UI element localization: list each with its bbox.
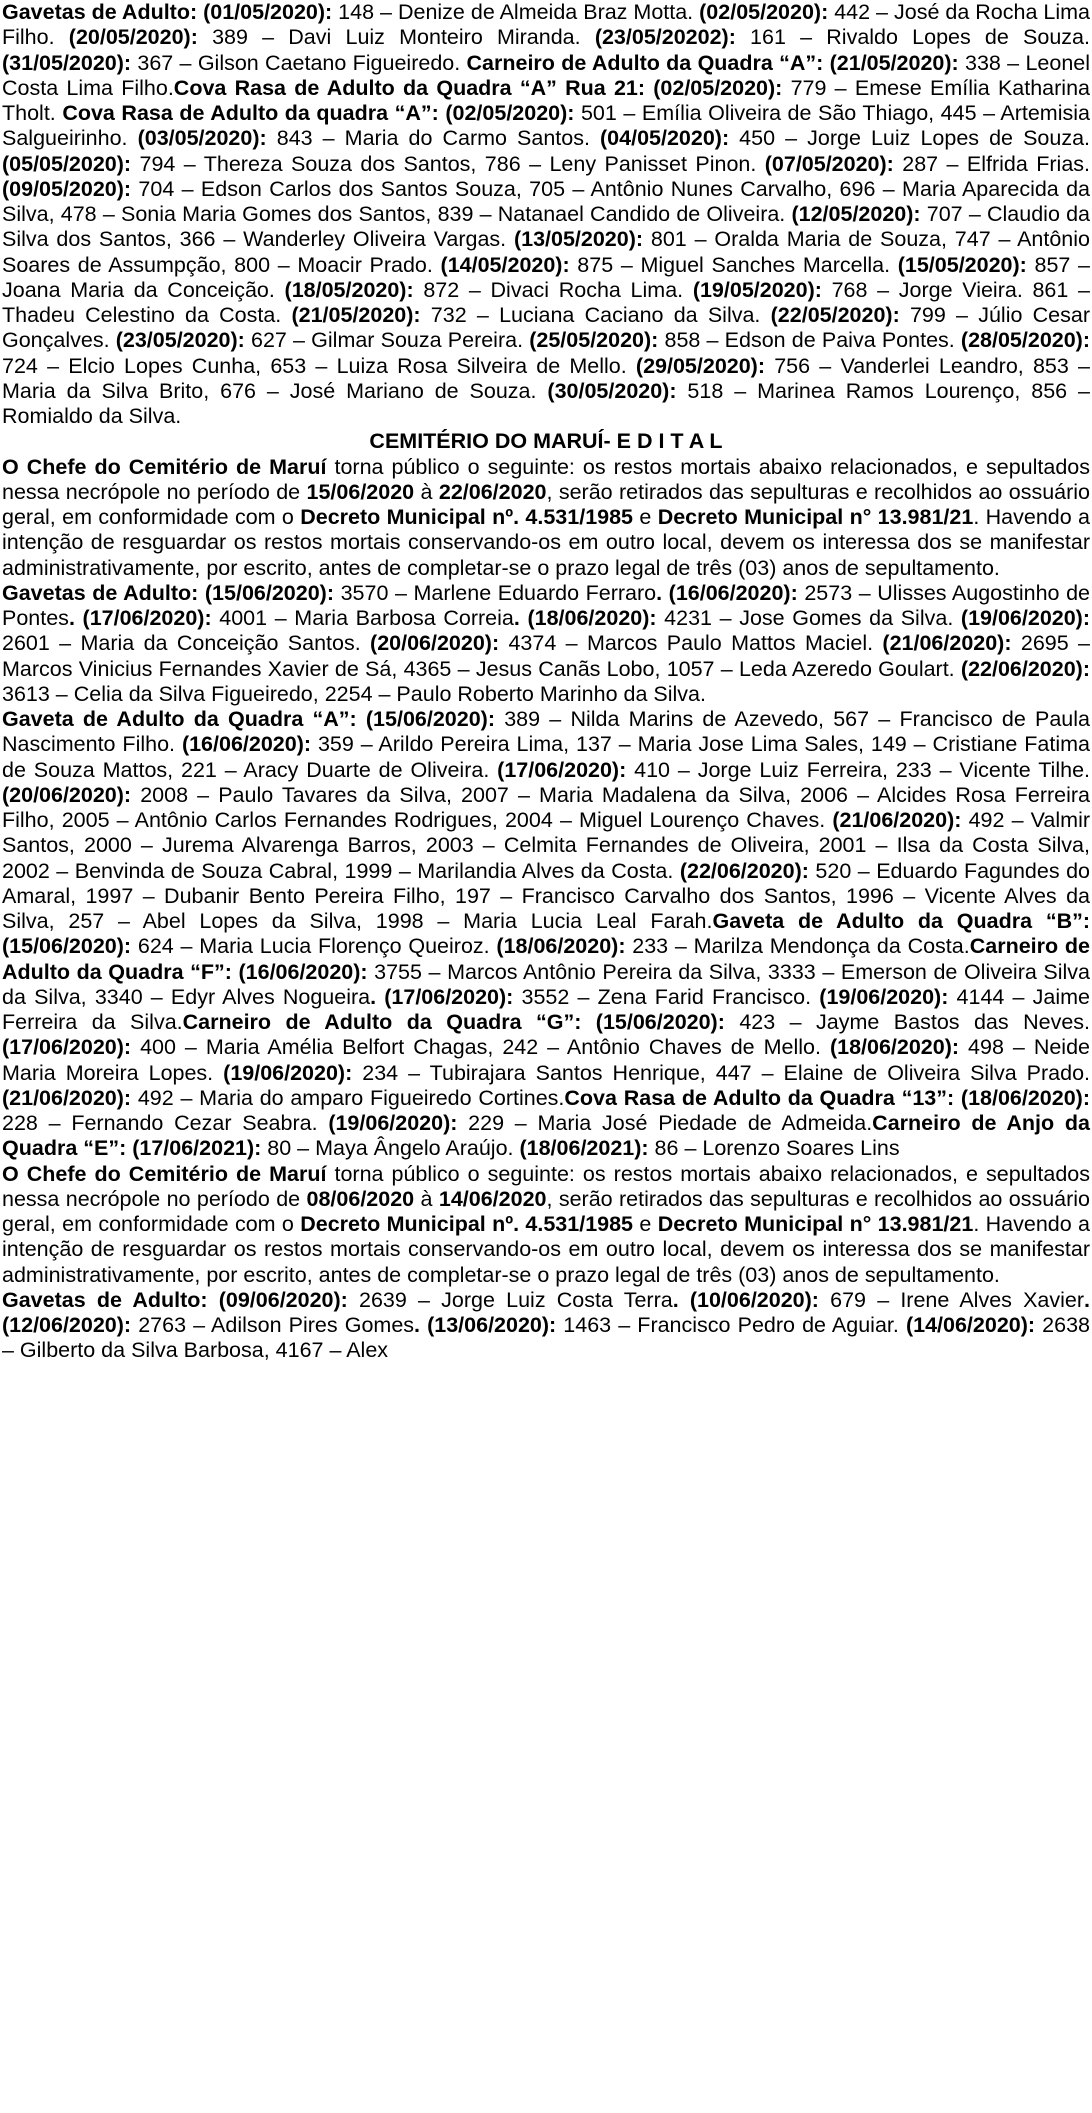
- bold-run: (13/05/2020):: [513, 227, 644, 252]
- bold-run: Decreto Municipal n° 13.981/21: [657, 1212, 974, 1236]
- bold-run: (02/05/2020):: [699, 0, 829, 24]
- text-run: 707 – Claudio da Silva dos Santos, 366 – Wanderley Oliveira Vargas.: [2, 202, 1091, 252]
- text-run: , serão retirados das sepulturas e recolhidos ao ossuário geral, em conformidade com o: [2, 1186, 1091, 1236]
- bold-run: O Chefe do Cemitério de Maruí: [2, 1161, 327, 1186]
- text-run: 498 – Neide Maria Moreira Lopes.: [2, 1035, 1091, 1085]
- text-run: 2573 – Ulisses Augostinho de Pontes: [2, 580, 1091, 630]
- bold-run: Gavetas de Adulto: (09/06/2020):: [2, 1287, 348, 1312]
- bold-run: (23/05/20202):: [594, 25, 736, 50]
- text-run: 389 – Davi Luiz Monteiro Miranda.: [197, 25, 595, 50]
- bold-run: . (17/06/2020):: [370, 984, 514, 1009]
- bold-run: (20/06/2020):: [2, 782, 132, 807]
- text-run: 148 – Denize de Almeida Braz Motta.: [332, 0, 700, 24]
- bold-run: (18/06/2021):: [519, 1136, 649, 1161]
- bold-run: Carneiro de Adulto da Quadra “G”: (15/06/2020):: [182, 1010, 725, 1034]
- bold-run: (21/06/2020):: [832, 808, 962, 832]
- bold-run: (19/06/2020):: [819, 984, 949, 1009]
- text-run: 410 – Jorge Luiz Ferreira, 233 – Vicente Tilhe.: [626, 757, 1090, 782]
- paragraph: [2, 1162, 1090, 1288]
- text-run: 3552 – Zena Farid Francisco.: [513, 984, 820, 1009]
- bold-run: (22/06/2020):: [679, 858, 809, 883]
- bold-run: . (16/06/2020):: [656, 580, 798, 605]
- bold-run: . (17/06/2020):: [68, 606, 212, 630]
- bold-run: Cova Rasa de Adulto da quadra “A”: (02/05/2020):: [62, 101, 575, 125]
- bold-run: (19/06/2020):: [223, 1060, 353, 1085]
- bold-run: (19/05/2020):: [692, 277, 822, 302]
- bold-run: 22/06/2020: [438, 479, 547, 504]
- text-run: 2695 – Marcos Vinicius Fernandes Xavier de Sá, 4365 – Jesus Canãs Lobo, 1057 – Leda Azeredo Goulart.: [2, 631, 1090, 681]
- paragraph: [2, 0, 1090, 429]
- text-run: 229 – Maria José Piedade de Admeida.: [457, 1111, 873, 1135]
- text-run: 724 – Elcio Lopes Cunha, 653 – Luiza Rosa Silveira de Mello.: [2, 353, 636, 378]
- paragraph: [2, 581, 1090, 707]
- text-run: 624 – Maria Lucia Florenço Queiroz.: [131, 934, 497, 959]
- bold-run: (18/06/2020):: [829, 1035, 960, 1060]
- text-run: 450 – Jorge Luiz Lopes de Souza.: [729, 126, 1091, 151]
- bold-run: 14/06/2020: [438, 1186, 547, 1211]
- bold-run: (14/06/2020):: [905, 1313, 1036, 1337]
- bold-run: Carneiro de Anjo da Quadra “E”: (17/06/2021):: [2, 1111, 1091, 1161]
- text-run: 359 – Arildo Pereira Lima, 137 – Maria Jose Lima Sales, 149 – Cristiane Fatima de Souza Mattos, 221 – Aracy Duarte de Oliveira.: [2, 732, 1091, 782]
- bold-run: Gavetas de Adulto: (01/05/2020):: [2, 0, 333, 24]
- paragraph: [2, 1288, 1090, 1364]
- bold-run: CEMITÉRIO DO MARUÍ- E D I T A L: [369, 429, 723, 454]
- text-run: 801 – Oralda Maria de Souza, 747 – Antônio Soares de Assumpção, 800 – Moacir Prado.: [2, 227, 1091, 277]
- bold-run: Cova Rasa de Adulto da Quadra “13”: (18/06/2020):: [564, 1085, 1090, 1110]
- bold-run: (12/05/2020):: [791, 202, 921, 226]
- bold-run: Carneiro de Adulto da Quadra “A”: (21/05/2020):: [466, 50, 959, 75]
- text-run: 2638 – Gilberto da Silva Barbosa, 4167 – Alex: [2, 1313, 1090, 1363]
- bold-run: (15/05/2020):: [897, 252, 1027, 277]
- text-run: torna público o seguinte: os restos mortais abaixo relacionados, e sepultados nessa necrópole no período de: [2, 1161, 1091, 1211]
- text-run: 80 – Maya Ângelo Araújo.: [261, 1136, 520, 1161]
- edital-title: [2, 429, 1090, 454]
- bold-run: (18/05/2020):: [284, 277, 414, 302]
- text-run: 86 – Lorenzo Soares Lins: [648, 1136, 900, 1161]
- bold-run: (20/06/2020):: [370, 631, 500, 656]
- bold-run: (22/06/2020):: [960, 656, 1090, 681]
- text-run: 423 – Jayme Bastos das Neves.: [724, 1010, 1090, 1034]
- text-run: 4144 – Jaime Ferreira da Silva.: [2, 984, 1091, 1034]
- text-run: 799 – Júlio Cesar Gonçalves.: [2, 303, 1091, 353]
- text-run: 4001 – Maria Barbosa Correia: [211, 606, 514, 630]
- text-run: à: [414, 1186, 439, 1211]
- bold-run: Gaveta de Adulto da Quadra “A”: (15/06/2020):: [2, 707, 495, 731]
- text-run: 2639 – Jorge Luiz Costa Terra: [347, 1287, 673, 1312]
- bold-run: . (13/06/2020):: [414, 1313, 557, 1337]
- text-run: 367 – Gilson Caetano Figueiredo.: [131, 50, 467, 75]
- text-run: e: [633, 1212, 658, 1236]
- text-run: 338 – Leonel Costa Lima Filho.: [2, 50, 1091, 100]
- bold-run: (07/05/2020):: [764, 151, 894, 176]
- text-run: 627 – Gilmar Souza Pereira.: [244, 328, 530, 353]
- text-run: e: [633, 505, 658, 529]
- bold-run: 08/06/2020: [306, 1186, 415, 1211]
- bold-run: (30/05/2020):: [547, 378, 677, 403]
- bold-run: (17/06/2020):: [2, 1035, 132, 1060]
- text-run: 234 – Tubirajara Santos Henrique, 447 – Elaine de Oliveira Silva Prado.: [352, 1060, 1090, 1085]
- bold-run: (04/05/2020):: [600, 126, 730, 151]
- bold-run: (31/05/2020):: [2, 50, 132, 75]
- paragraph: [2, 707, 1090, 1162]
- text-run: 679 – Irene Alves Xavier: [818, 1287, 1085, 1312]
- text-run: 492 – Maria do amparo Figueiredo Cortines.: [131, 1085, 565, 1110]
- bold-run: Decreto Municipal n° 13.981/21: [657, 505, 974, 529]
- text-run: 875 – Miguel Sanches Marcella.: [569, 252, 898, 277]
- bold-run: (18/06/2020):: [496, 934, 626, 959]
- text-run: 4231 – Jose Gomes da Silva.: [656, 606, 961, 630]
- text-run: . Havendo a intenção de resguardar os restos mortais conservando-os em outro local, devem os interessa dos se manifestar administrativamente, por escrito, antes de completar-se o prazo legal de três (03) anos de sepultamento.: [2, 1212, 1090, 1287]
- text-run: 756 – Vanderlei Leandro, 853 – Maria da Silva Brito, 676 – José Mariano de Souza.: [2, 353, 1090, 403]
- bold-run: Gaveta de Adulto da Quadra “B”: (15/06/2020):: [2, 909, 1091, 959]
- text-run: 501 – Emília Oliveira de São Thiago, 445 – Artemisia Salgueirinho.: [2, 101, 1090, 151]
- bold-run: . (10/06/2020):: [672, 1287, 819, 1312]
- text-run: 3755 – Marcos Antônio Pereira da Silva, 3333 – Emerson de Oliveira Silva da Silva, 3340 – Edyr Alves Nogueira: [2, 959, 1090, 1009]
- bold-run: (03/05/2020):: [137, 126, 267, 151]
- bold-run: (28/05/2020):: [960, 328, 1091, 353]
- text-run: 704 – Edson Carlos dos Santos Souza, 705 – Antônio Nunes Carvalho, 696 – Maria Aparecida da Silva, 478 – Sonia Maria Gomes dos Santos, 839 – Natanael Candido de Oliveira.: [2, 176, 1090, 226]
- bold-run: (17/06/2020):: [497, 757, 627, 782]
- bold-run: Cova Rasa de Adulto da Quadra “A” Rua 21: (02/05/2020):: [173, 75, 783, 100]
- bold-run: (14/05/2020):: [440, 252, 570, 277]
- bold-run: . (12/06/2020):: [2, 1287, 1091, 1337]
- text-run: 732 – Luciana Caciano da Silva.: [420, 303, 771, 327]
- bold-run: Decreto Municipal nº. 4.531/1985: [300, 505, 634, 529]
- text-run: 400 – Maria Amélia Belfort Chagas, 242 – Antônio Chaves de Mello.: [131, 1035, 830, 1060]
- bold-run: (29/05/2020):: [635, 353, 766, 378]
- text-run: 287 – Elfrida Frias.: [893, 151, 1091, 176]
- text-run: 3613 – Celia da Silva Figueiredo, 2254 – Paulo Roberto Marinho da Silva.: [2, 681, 706, 706]
- text-run: 492 – Valmir Santos, 2000 – Jurema Alvarenga Barros, 2003 – Celmita Fernandes de Oliveira, 2001 – Ilsa da Costa Silva, 2002 – Benvinda de Souza Cabral, 1999 – Marilandia Alves da Costa.: [2, 808, 1090, 883]
- text-run: à: [414, 479, 439, 504]
- bold-run: 15/06/2020: [306, 479, 415, 504]
- text-run: 518 – Marinea Ramos Lourenço, 856 – Romialdo da Silva.: [2, 378, 1091, 428]
- text-run: 2763 – Adilson Pires Gomes: [131, 1313, 415, 1337]
- bold-run: (09/05/2020):: [2, 176, 132, 201]
- text-run: 1463 – Francisco Pedro de Aguiar.: [556, 1313, 906, 1337]
- bold-run: (05/05/2020):: [2, 151, 132, 176]
- bold-run: O Chefe do Cemitério de Maruí: [2, 454, 327, 479]
- bold-run: . (18/06/2020):: [513, 606, 657, 630]
- bold-run: Carneiro de Adulto da Quadra “F”: (16/06/2020):: [2, 934, 1090, 984]
- text-run: . Havendo a intenção de resguardar os restos mortais conservando-os em outro local, devem os interessa dos se manifestar administrativamente, por escrito, antes de completar-se o prazo legal de três (03) anos de sepultamento.: [2, 505, 1090, 580]
- text-run: 2601 – Maria da Conceição Santos.: [2, 631, 371, 656]
- bold-run: (22/05/2020):: [770, 303, 900, 327]
- text-run: 3570 – Marlene Eduardo Ferraro: [334, 580, 657, 605]
- bold-run: (20/05/2020):: [68, 25, 198, 50]
- text-run: 768 – Jorge Vieira. 861 – Thadeu Celestino da Costa.: [2, 277, 1090, 327]
- text-run: 161 – Rivaldo Lopes de Souza.: [735, 25, 1090, 50]
- bold-run: Gavetas de Adulto: (15/06/2020):: [2, 580, 334, 605]
- bold-run: (21/05/2020):: [291, 303, 421, 327]
- text-run: 520 – Eduardo Fagundes do Amaral, 1997 – Dubanir Bento Pereira Filho, 197 – Francisco Carvalho dos Santos, 1996 – Vicente Alves da Silva, 257 – Abel Lopes da Silva, 1998 – Maria Lucia Leal Farah.: [2, 858, 1090, 933]
- bold-run: (25/05/2020):: [529, 328, 659, 353]
- text-run: 794 – Thereza Souza dos Santos, 786 – Leny Panisset Pinon.: [131, 151, 765, 176]
- text-run: , serão retirados das sepulturas e recolhidos ao ossuário geral, em conformidade com o: [2, 479, 1091, 529]
- text-run: 2008 – Paulo Tavares da Silva, 2007 – Maria Madalena da Silva, 2006 – Alcides Rosa Ferreira Filho, 2005 – Antônio Carlos Fernandes Rodrigues, 2004 – Miguel Lourenço Chaves.: [2, 782, 1090, 832]
- text-run: 4374 – Marcos Paulo Mattos Maciel.: [499, 631, 883, 656]
- text-run: 442 – José da Rocha Lima Filho.: [2, 0, 1091, 50]
- bold-run: (23/05/2020):: [115, 328, 245, 353]
- text-run: 233 – Marilza Mendonça da Costa.: [625, 934, 970, 959]
- text-run: 389 – Nilda Marins de Azevedo, 567 – Francisco de Paula Nascimento Filho.: [2, 707, 1090, 757]
- bold-run: (16/06/2020):: [181, 732, 312, 757]
- text-run: 843 – Maria do Carmo Santos.: [266, 126, 601, 151]
- bold-run: Decreto Municipal nº. 4.531/1985: [300, 1212, 634, 1236]
- paragraph: [2, 455, 1090, 581]
- text-run: 872 – Divaci Rocha Lima.: [413, 277, 693, 302]
- text-run: 857 – Joana Maria da Conceição.: [2, 252, 1090, 302]
- text-run: 228 – Fernando Cezar Seabra.: [2, 1111, 329, 1135]
- text-run: 779 – Emese Emília Katharina Tholt.: [2, 75, 1090, 125]
- bold-run: (21/06/2020):: [2, 1085, 132, 1110]
- bold-run: (19/06/2020):: [328, 1111, 458, 1135]
- bold-run: (21/06/2020):: [882, 631, 1012, 656]
- bold-run: (19/06/2020):: [960, 606, 1091, 630]
- text-run: 858 – Edson de Paiva Pontes.: [658, 328, 961, 353]
- text-run: torna público o seguinte: os restos mortais abaixo relacionados, e sepultados nessa necrópole no período de: [2, 454, 1091, 504]
